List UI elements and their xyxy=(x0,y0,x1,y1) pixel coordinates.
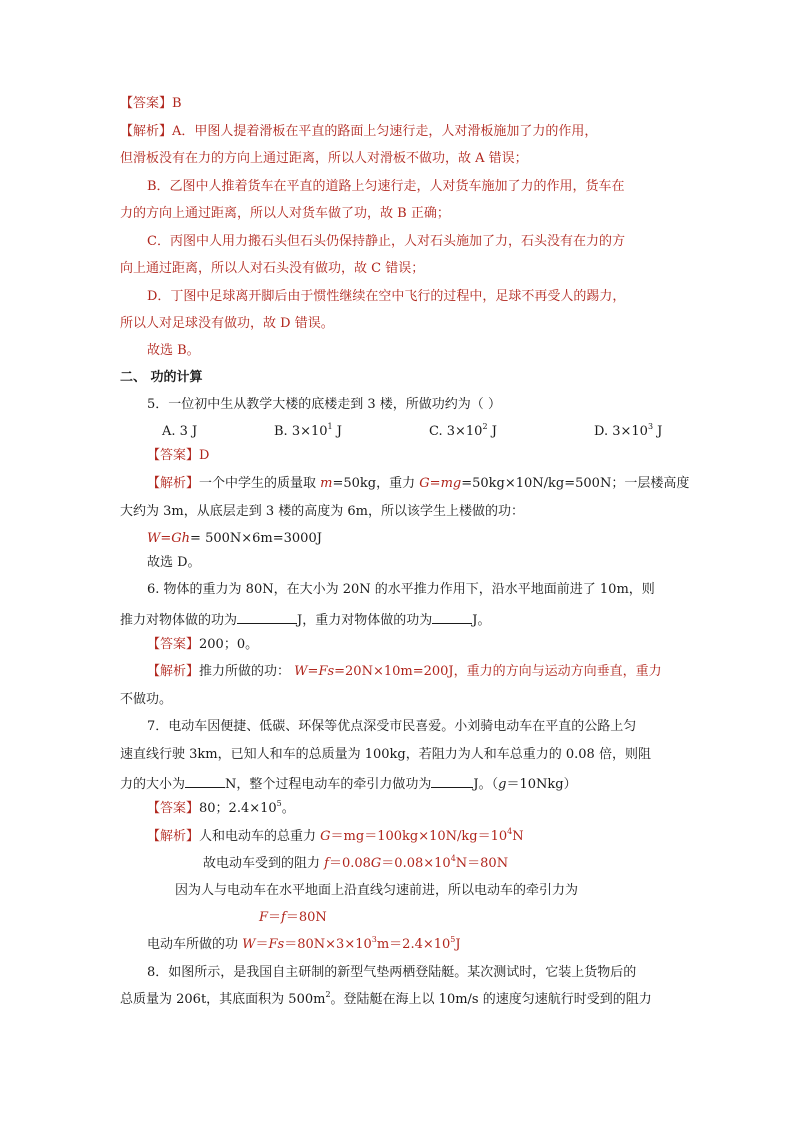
q5-analysis-1: 【解析】一个中学生的质量取 m=50kg，重力 G=mg=50kg×10N/kg=500N；一层楼高度 xyxy=(147,476,690,491)
q6-line-2: 推力对物体做的功为 J，重力对物体做的功为 J。 xyxy=(120,610,490,629)
q7-analysis-5: 电动车所做的功 $W=Fs=80N\times 3\times 10^3m=2.4\times 10^5J$ xyxy=(147,935,461,952)
q4-conclusion: 故选 B。 xyxy=(147,343,200,358)
q6-blank-2[interactable] xyxy=(432,610,472,624)
analysis-label: 【解析】 xyxy=(147,829,200,844)
q7-blank-1[interactable] xyxy=(185,774,225,788)
q7-analysis-1: 【解析】人和电动车的总重力 $G=mg=100kg\times 10N/kg=10^4N$ xyxy=(147,827,524,844)
answer-label: 【答案】 xyxy=(147,637,200,652)
q7-line-3: 力的大小为 N，整个过程电动车的牵引力做功为 J。（g＝10Nkg） xyxy=(120,774,577,793)
section-title: 二、 功的计算 xyxy=(120,370,203,385)
q4-analysis-a2: 但滑板没有在力的方向上通过距离，所以人对滑板不做功，故 A 错误； xyxy=(120,151,528,166)
q7-blank-2[interactable] xyxy=(431,774,473,788)
q4-answer xyxy=(120,96,182,112)
q5-option-c: C. $3\times 10^2$ J xyxy=(429,422,497,439)
answer-label: 【答案】 xyxy=(147,448,200,463)
q6-blank-1[interactable] xyxy=(237,610,297,624)
q7-line-1: 7．电动车因便捷、低碳、环保等优点深受市民喜爱。小刘骑电动车在平直的公路上匀 xyxy=(147,719,637,734)
q6-analysis-2: 不做功。 xyxy=(120,692,173,707)
answer-value: B xyxy=(172,96,182,111)
answer-value: D xyxy=(199,448,210,463)
q4-analysis-c1: C．丙图中人用力搬石头但石头仍保持静止，人对石头施加了力，石头没有在力的方 xyxy=(147,234,625,249)
q7-line-2: 速直线行驶 3km，已知人和车的总质量为 100kg，若阻力为人和车总重力的 0.08 倍，则阻 xyxy=(120,747,651,762)
q7-answer: 【答案】80；$2.4\times 10^5$。 xyxy=(147,799,295,816)
answer-value: 200；0。 xyxy=(199,637,259,652)
analysis-label: 【解析】 xyxy=(120,124,173,139)
q4-analysis-c2: 向上通过距离，所以人对石头没有做功，故 C 错误； xyxy=(120,261,425,276)
q8-line-2: 总质量为 206t，其底面积为 $500m^2$。登陆艇在海上以 10m/s 的速度匀速航行时受到的阻力 xyxy=(120,990,652,1007)
q4-analysis-d1: D．丁图中足球离开脚后由于惯性继续在空中飞行的过程中，足球不再受人的踢力， xyxy=(147,289,626,304)
analysis-label: 【解析】 xyxy=(147,664,200,679)
q5-analysis-2: 大约为 3m，从底层走到 3 楼的高度为 6m，所以该学生上楼做的功： xyxy=(120,504,524,519)
q5-option-a: A. 3 J xyxy=(162,424,198,439)
q5-analysis-3: W=Gh= 500N×6m=3000J xyxy=(147,531,322,546)
q7-analysis-4: F＝f＝80N xyxy=(259,910,327,925)
q8-line-1: 8．如图所示，是我国自主研制的新型气垫两栖登陆艇。某次测试时，它装上货物后的 xyxy=(147,965,637,980)
q5-stem: 5．一位初中生从教学大楼的底楼走到 3 楼，所做功约为（ ） xyxy=(147,397,501,412)
q7-analysis-2: 故电动车受到的阻力 $f=0.08G=0.08\times 10^4N=80N$ xyxy=(203,854,509,871)
q4-analysis-a1 xyxy=(120,124,597,140)
q5-answer xyxy=(147,448,209,464)
q6-analysis-1: 【解析】推力所做的功： W=Fs=20N×10m=200J，重力的方向与运动方向垂直，重力 xyxy=(147,664,662,679)
q7-analysis-3: 因为人与电动车在水平地面上沿直线匀速前进，所以电动车的牵引力为 xyxy=(175,883,579,898)
q5-option-b: B. $3\times 10^1$ J xyxy=(274,422,342,439)
q4-analysis-b2: 力的方向上通过距离，所以人对货车做了功，故 B 正确； xyxy=(120,206,450,221)
q6-answer xyxy=(147,637,258,653)
q4-analysis-d2: 所以人对足球没有做功，故 D 错误。 xyxy=(120,316,334,331)
q5-option-d: D. $3\times 10^3$ J xyxy=(594,422,663,439)
analysis-label: 【解析】 xyxy=(147,476,200,491)
answer-label: 【答案】 xyxy=(120,96,173,111)
answer-label: 【答案】 xyxy=(147,801,200,816)
q6-line-1: 6. 物体的重力为 80N，在大小为 20N 的水平推力作用下，沿水平地面前进了 10m，则 xyxy=(147,582,655,597)
q4-analysis-b1: B．乙图中人推着货车在平直的道路上匀速行走，人对货车施加了力的作用，货车在 xyxy=(147,179,625,194)
q5-conclusion: 故选 D。 xyxy=(147,555,201,570)
analysis-text: A．甲图人提着滑板在平直的路面上匀速行走，人对滑板施加了力的作用， xyxy=(172,124,598,139)
